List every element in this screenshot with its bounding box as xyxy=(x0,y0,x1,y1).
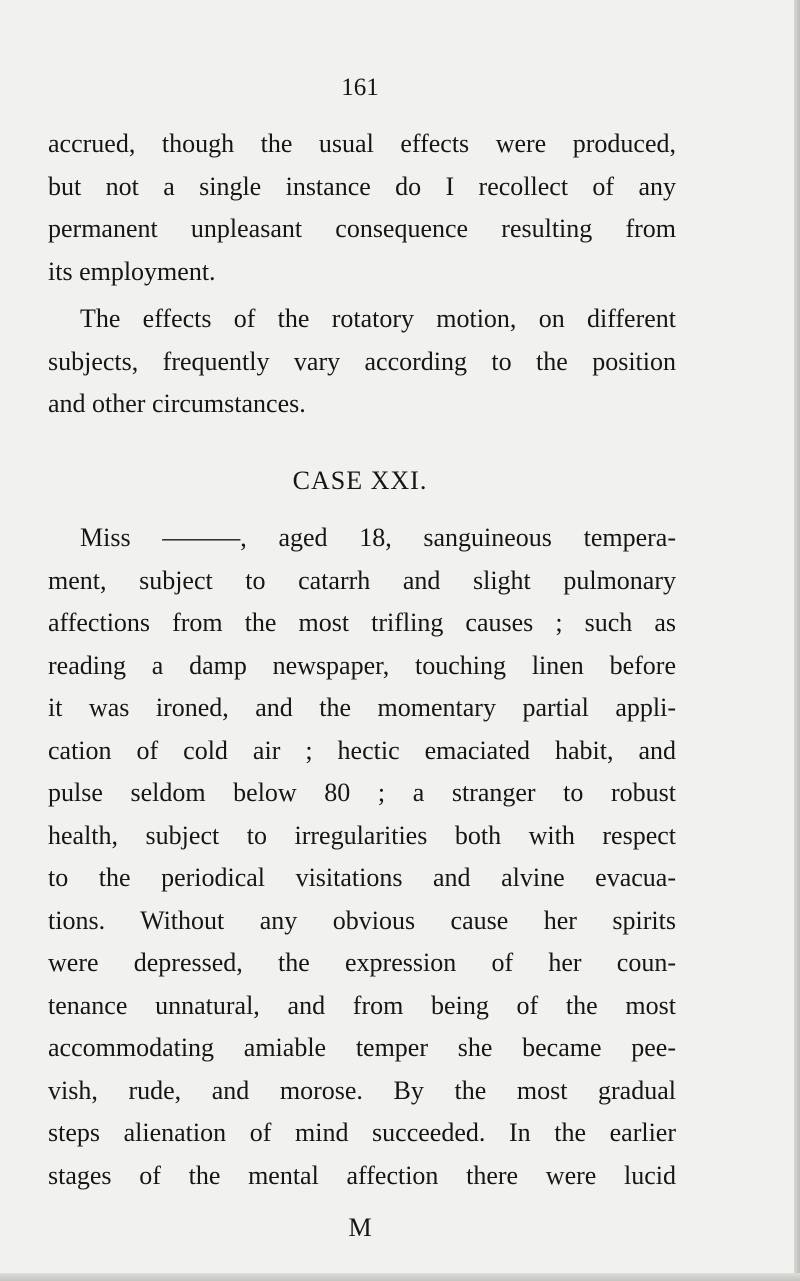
text-line: The effects of the rotatory motion, on different xyxy=(80,304,676,333)
text-line: stages of the mental affection there were lucid xyxy=(48,1160,676,1190)
page-edge-shadow xyxy=(794,0,800,1281)
text-line: reading a damp newspaper, touching linen before xyxy=(48,650,676,680)
signature-mark: M xyxy=(348,1213,372,1242)
text-line: its employment. xyxy=(48,256,216,286)
paragraph-case-description xyxy=(48,517,676,1197)
case-heading: CASE XXI. xyxy=(292,466,428,495)
paragraph-continuation xyxy=(48,123,676,293)
text-line: pulse seldom below 80 ; a stranger to robust xyxy=(48,778,676,807)
text-line: permanent unpleasant consequence resulting from xyxy=(48,214,676,243)
page-bottom-shadow xyxy=(0,1273,800,1281)
text-line: health, subject to irregularities both with respect xyxy=(48,820,676,850)
page-number: 161 xyxy=(341,74,379,101)
text-line: it was ironed, and the momentary partial appli- xyxy=(48,693,676,722)
text-line: were depressed, the expression of her coun- xyxy=(48,948,676,977)
text-line: accrued, though the usual effects were produced, xyxy=(48,129,676,158)
text-line: steps alienation of mind succeeded. In the earlier xyxy=(48,1118,676,1147)
text-line: tions. Without any obvious cause her spirits xyxy=(48,905,676,935)
text-line: but not a single instance do I recollect of any xyxy=(48,171,676,201)
text-line: subjects, frequently vary according to the position xyxy=(48,346,676,376)
text-line: to the periodical visitations and alvine evacua- xyxy=(48,863,676,892)
text-line: and other circumstances. xyxy=(48,389,306,418)
text-line: Miss ———, aged 18, sanguineous tempera- xyxy=(80,523,676,552)
text-line: ment, subject to catarrh and slight pulmonary xyxy=(48,565,676,595)
paragraph-rotatory-motion xyxy=(48,298,676,426)
text-line: accommodating amiable temper she became pee- xyxy=(48,1033,676,1062)
text-line: tenance unnatural, and from being of the most xyxy=(48,990,676,1020)
text-line: affections from the most trifling causes ; such as xyxy=(48,608,676,637)
text-line: vish, rude, and morose. By the most gradual xyxy=(48,1075,676,1105)
text-line: cation of cold air ; hectic emaciated habit, and xyxy=(48,735,676,765)
